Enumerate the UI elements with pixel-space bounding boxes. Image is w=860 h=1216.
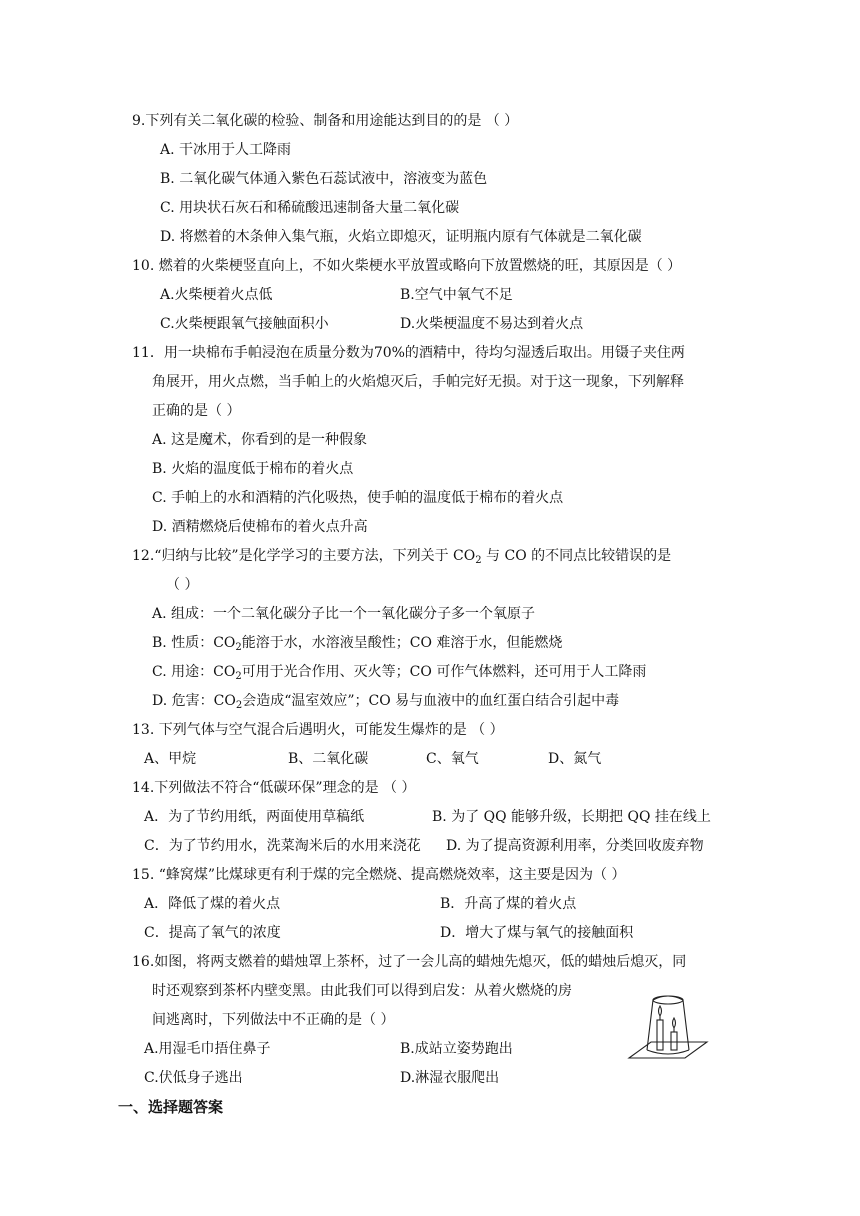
q13-stem: 13. 下列气体与空气混合后遇明火，可能发生爆炸的是 （ ） <box>132 722 504 738</box>
q10-stem: 10. 燃着的火柴梗竖直向上，不如火柴梗水平放置或略向下放置燃烧的旺，其原因是（ ） <box>132 258 682 274</box>
q11-option-c: C. 手帕上的水和酒精的汽化吸热，使手帕的温度低于棉布的着火点 <box>152 490 564 506</box>
q16-option-a: A.用湿毛巾捂住鼻子 <box>144 1041 271 1057</box>
q12-option-c: C. 用途：$CO_2$可用于光合作用、灭火等；CO 可作气体燃料，还可用于人工降雨 <box>152 664 647 682</box>
q12-option-b: B. 性质：$CO_2$能溶于水，水溶液呈酸性；CO 难溶于水，但能燃烧 <box>152 635 563 653</box>
q15-option-c: C．提高了氧气的浓度 <box>144 925 281 941</box>
q11-stem-line-3: 正确的是（ ） <box>152 403 241 419</box>
q11-option-a: A. 这是魔术，你看到的是一种假象 <box>152 432 368 448</box>
q13-option-a: A、甲烷 <box>144 751 197 767</box>
q14-option-d: D. 为了提高资源利用率，分类回收废弃物 <box>446 838 704 854</box>
q15-option-d: D．增大了煤与氧气的接触面积 <box>440 925 634 941</box>
q16-stem-line-2: 时还观察到茶杯内壁变黑。由此我们可以得到启发：从着火燃烧的房 <box>152 983 572 999</box>
short-candle-flame <box>673 1018 676 1028</box>
q16-option-d: D.淋湿衣服爬出 <box>400 1070 500 1086</box>
q9-stem: 9.下列有关二氧化碳的检验、制备和用途能达到目的的是 （ ） <box>132 113 519 129</box>
q13-option-b: B、二氧化碳 <box>288 751 369 767</box>
q12-stem: 12.“归纳与比较”是化学学习的主要方法，下列关于 $CO_2$ 与 CO 的不同点比较错误的是 <box>132 548 672 566</box>
q15-stem: 15. “蜂窝煤”比煤球更有利于煤的完全燃烧、提高燃烧效率，这主要是因为（ ） <box>132 867 626 883</box>
q11-stem-line-2: 角展开，用火点燃，当手帕上的火焰熄灭后，手帕完好无损。对于这一现象，下列解释 <box>152 374 684 390</box>
q9-option-c: C. 用块状石灰石和稀硫酸迅速制备大量二氧化碳 <box>160 200 460 216</box>
q11-option-b: B. 火焰的温度低于棉布的着火点 <box>152 461 354 477</box>
q11-stem-line-1: 11．用一块棉布手帕浸泡在质量分数为70%的酒精中，待均匀湿透后取出。用镊子夹住两 <box>132 345 685 361</box>
short-candle <box>671 1032 677 1050</box>
q13-option-c: C、氧气 <box>426 751 479 767</box>
q16-option-b: B.成站立姿势跑出 <box>400 1041 513 1057</box>
section-heading: 一、选择题答案 <box>118 1098 224 1116</box>
q13-option-d: D、氮气 <box>548 751 602 767</box>
q16-stem-line-3: 间逃离时，下列做法中不正确的是（ ） <box>152 1012 395 1028</box>
q9-option-a: A. 干冰用于人工降雨 <box>160 142 292 158</box>
table-surface <box>629 1042 707 1058</box>
q9-option-b: B. 二氧化碳气体通入紫色石蕊试液中，溶液变为蓝色 <box>160 171 488 187</box>
q10-option-a: A.火柴梗着火点低 <box>160 287 273 303</box>
q15-option-b: B．升高了煤的着火点 <box>440 896 577 912</box>
q16-stem-line-1: 16.如图，将两支燃着的蜡烛罩上茶杯，过了一会儿高的蜡烛先熄灭，低的蜡烛后熄灭，同 <box>132 954 687 970</box>
candles-under-cup-figure <box>625 990 711 1072</box>
q14-option-a: A．为了节约用纸，两面使用草稿纸 <box>144 809 365 825</box>
q14-option-c: C．为了节约用水，洗菜淘米后的水用来浇花 <box>144 838 421 854</box>
q10-option-b: B.空气中氧气不足 <box>400 287 513 303</box>
tall-candle-flame <box>659 1006 662 1016</box>
q14-stem: 14.下列做法不符合“低碳环保”理念的是 （ ） <box>132 780 416 796</box>
q12-option-a: A. 组成：一个二氧化碳分子比一个一氧化碳分子多一个氧原子 <box>152 606 536 622</box>
q10-option-d: D.火柴梗温度不易达到着火点 <box>400 316 584 332</box>
q10-option-c: C.火柴梗跟氧气接触面积小 <box>160 316 329 332</box>
q16-option-c: C.伏低身子逃出 <box>144 1070 243 1086</box>
q12-option-d: D. 危害：$CO_2$会造成“温室效应”；CO 易与血液中的血红蛋白结合引起中毒 <box>152 693 620 711</box>
q11-option-d: D. 酒精燃烧后使棉布的着火点升高 <box>152 519 368 535</box>
q9-option-d: D. 将燃着的木条伸入集气瓶，火焰立即熄灭，证明瓶内原有气体就是二氧化碳 <box>160 229 642 245</box>
q15-option-a: A．降低了煤的着火点 <box>144 896 281 912</box>
q12-stem-paren: （ ） <box>166 577 199 593</box>
q14-option-b: B. 为了 QQ 能够升级，长期把 QQ 挂在线上 <box>432 809 711 825</box>
tall-candle <box>657 1020 663 1050</box>
